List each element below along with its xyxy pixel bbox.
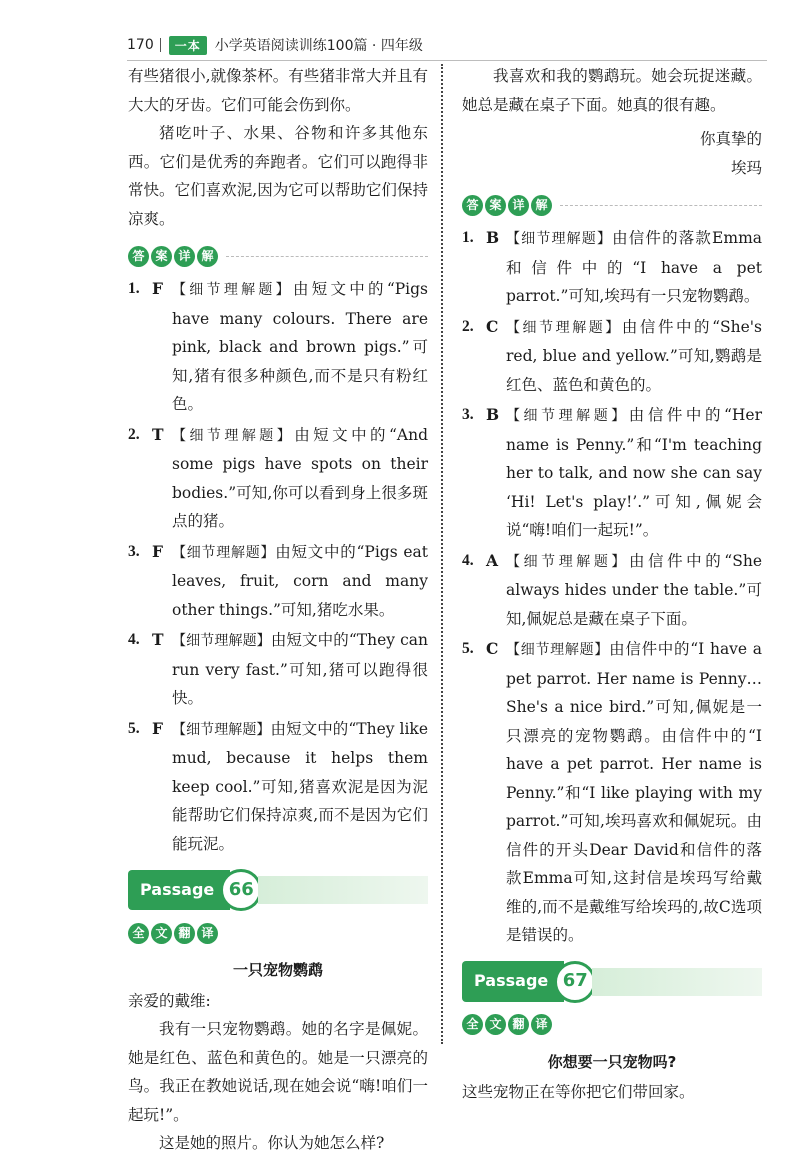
- publisher-logo: 一本: [169, 36, 207, 55]
- question-type-tag: 【细节理解题】: [506, 642, 610, 658]
- column-divider: [441, 64, 443, 1044]
- answer-item: [128, 421, 428, 536]
- explanation-text: 由短文中的“They can run very fast.”可知,猪可以跑得很快。: [172, 631, 429, 707]
- passage-banner: [462, 962, 762, 1002]
- answer-number: 2.: [128, 425, 140, 443]
- question-type-tag: 【细节理解题】: [506, 319, 622, 336]
- explanation-text: 由短文中的“Pigs have many colours. There are pink, black and brown pigs.”可知,猪有很多种颜色,而不是只有粉红色。: [172, 280, 429, 413]
- answer-key: F: [152, 279, 164, 298]
- dashed-rule: [226, 256, 428, 257]
- page-header: [127, 34, 423, 56]
- answer-explanation: [172, 421, 428, 536]
- answer-number: 3.: [128, 542, 140, 560]
- dashed-rule: [560, 205, 762, 206]
- answer-key: A: [486, 550, 499, 570]
- badge-char: 解: [531, 195, 552, 216]
- explanation-text: 由短文中的“And some pigs have spots on their bodies.”可知,你可以看到身上很多斑点的猪。: [172, 425, 429, 530]
- answer-key: B: [486, 405, 500, 424]
- banner-fade: [258, 876, 428, 904]
- letter-salutation: 亲爱的戴维:: [128, 991, 211, 1010]
- answer-number: 3.: [462, 406, 474, 423]
- answer-explanation: [172, 275, 428, 419]
- answer-badge: [128, 246, 218, 267]
- answer-explanation: [172, 715, 428, 859]
- passage-number: 67: [554, 961, 596, 1003]
- intro-paragraph-1: 有些猪很小,就像茶杯。有些猪非常大并且有大大的牙齿。它们可能会伤到你。: [128, 67, 428, 114]
- explanation-text: 由信件的落款Emma和信件中的“I have a pet parrot.”可知,埃玛有一只宠物鹦鹉。: [506, 229, 763, 305]
- badge-char: 答: [128, 246, 149, 267]
- question-type-tag: 【细节理解题】: [506, 408, 629, 424]
- answer-number: 5.: [128, 719, 140, 737]
- passage-banner: [128, 870, 428, 910]
- answer-number: 4.: [128, 631, 140, 648]
- badge-char: 译: [197, 923, 218, 944]
- answer-item: [128, 275, 428, 419]
- left-column: [128, 62, 428, 1158]
- badge-char: 答: [462, 195, 483, 216]
- banner-fade: [592, 968, 762, 996]
- answer-key: C: [486, 316, 499, 336]
- translation-title: 一只宠物鹦鹉: [232, 961, 323, 979]
- letter-paragraph: 我有一只宠物鹦鹉。她的名字是佩妮。她是红色、蓝色和黄色的。她是一只漂亮的鸟。我正在教她说话,现在她会说“嗨!咱们一起玩!”。: [128, 1020, 428, 1124]
- badge-char: 案: [485, 195, 506, 216]
- answer-number: 5.: [462, 640, 474, 657]
- answer-item: [462, 313, 762, 400]
- answer-number: 1.: [462, 229, 474, 246]
- passage-label: Passage: [128, 870, 230, 911]
- answer-section-header: [462, 188, 762, 222]
- answer-number: 1.: [128, 280, 140, 297]
- answer-explanation: [172, 626, 428, 713]
- book-title: 小学英语阅读训练100篇 · 四年级: [214, 38, 423, 54]
- answer-key: T: [152, 630, 164, 649]
- letter-closing: 你真挚的: [699, 130, 762, 148]
- badge-char: 翻: [174, 923, 195, 944]
- header-separator: [160, 38, 161, 52]
- explanation-text: 由短文中的“They like mud, because it helps them keep cool.”可知,猪喜欢泥是因为泥能帮助它们保持凉爽,而不是因为它们能玩泥。: [172, 719, 429, 853]
- answer-explanation: [172, 538, 428, 625]
- translation-badge: [462, 1014, 552, 1035]
- answer-section-header: [128, 239, 428, 273]
- answer-item: [462, 547, 762, 634]
- translation-title: 你想要一只宠物吗?: [547, 1052, 677, 1071]
- answer-item: [462, 635, 762, 950]
- badge-char: 全: [462, 1014, 483, 1035]
- translation-section-header: [128, 916, 428, 950]
- answer-item: [128, 715, 428, 859]
- badge-char: 文: [485, 1014, 506, 1035]
- answer-badge: [462, 195, 552, 216]
- answer-item: [462, 224, 762, 311]
- letter-paragraph: 这是她的照片。你认为她怎么样?: [159, 1134, 385, 1152]
- question-type-tag: 【细节理解题】: [172, 282, 293, 298]
- answer-item: [128, 538, 428, 625]
- answer-number: 2.: [462, 317, 474, 335]
- badge-char: 全: [128, 923, 149, 944]
- answer-explanation: [506, 547, 762, 634]
- explanation-text: 由信件中的“She's red, blue and yellow.”可知,鹦鹉是红色、蓝色和黄色的。: [506, 317, 762, 394]
- badge-char: 详: [508, 195, 529, 216]
- answer-key: C: [486, 639, 499, 658]
- letter-signature: 埃玛: [730, 158, 762, 177]
- intro-paragraph-2: 猪吃叶子、水果、谷物和许多其他东西。它们是优秀的奔跑者。它们可以跑得非常快。它们喜欢泥,因为它可以帮助它们保持凉爽。: [128, 124, 428, 228]
- explanation-text: 由短文中的“Pigs eat leaves, fruit, corn and many other things.”可知,猪吃水果。: [172, 542, 428, 619]
- question-type-tag: 【细节理解题】: [172, 721, 271, 738]
- translation-badge: [128, 923, 218, 944]
- letter-paragraph: 我喜欢和我的鹦鹉玩。她会玩捉迷藏。她总是藏在桌子下面。她真的很有趣。: [462, 67, 762, 114]
- explanation-text: 由信件中的“She always hides under the table.”可知,佩妮总是藏在桌子下面。: [506, 551, 762, 628]
- badge-char: 解: [197, 246, 218, 267]
- answer-key: F: [152, 718, 164, 738]
- badge-char: 详: [174, 246, 195, 267]
- answer-key: T: [152, 424, 164, 444]
- explanation-text: 由信件中的“Her name is Penny.”和“I'm teaching her to talk, and now she can say ‘Hi! Let's play!’.”可知,佩妮会说“嗨!咱们一起玩!”。: [506, 406, 763, 539]
- answer-key: F: [152, 541, 164, 561]
- answer-key: B: [486, 228, 500, 247]
- right-column: [462, 62, 762, 1107]
- page-number: 170: [127, 37, 154, 53]
- question-type-tag: 【细节理解题】: [172, 544, 276, 561]
- answer-item: [128, 626, 428, 713]
- header-rule: [127, 60, 767, 61]
- question-type-tag: 【细节理解题】: [506, 231, 613, 247]
- answer-explanation: [506, 224, 762, 311]
- explanation-text: 由信件中的“I have a pet parrot. Her name is Penny… She's a nice bird.”可知,佩妮是一只漂亮的宠物鹦鹉。由信件中的“I have a pet parrot. Her name is Penny.”和“I like playing with my parrot.”可知,埃玛喜欢和佩妮玩。由信件的开头Dear David和信件的落款Emma可知,这封信是埃玛写给戴维的,而不是戴维写给埃玛的,故C选项是错误的。: [506, 640, 763, 944]
- translation-section-header: [462, 1008, 762, 1042]
- badge-char: 翻: [508, 1014, 529, 1035]
- question-type-tag: 【细节理解题】: [506, 553, 629, 570]
- question-type-tag: 【细节理解题】: [172, 427, 295, 444]
- badge-char: 译: [531, 1014, 552, 1035]
- badge-char: 案: [151, 246, 172, 267]
- answer-number: 4.: [462, 551, 474, 569]
- question-type-tag: 【细节理解题】: [172, 633, 271, 649]
- answer-explanation: [506, 313, 762, 400]
- answer-explanation: [506, 635, 762, 950]
- passage-label: Passage: [462, 961, 564, 1002]
- badge-char: 文: [151, 923, 172, 944]
- answer-explanation: [506, 401, 762, 545]
- passage-number: 66: [220, 869, 262, 911]
- translation-first-line: 这些宠物正在等你把它们带回家。: [462, 1083, 695, 1101]
- answer-item: [462, 401, 762, 545]
